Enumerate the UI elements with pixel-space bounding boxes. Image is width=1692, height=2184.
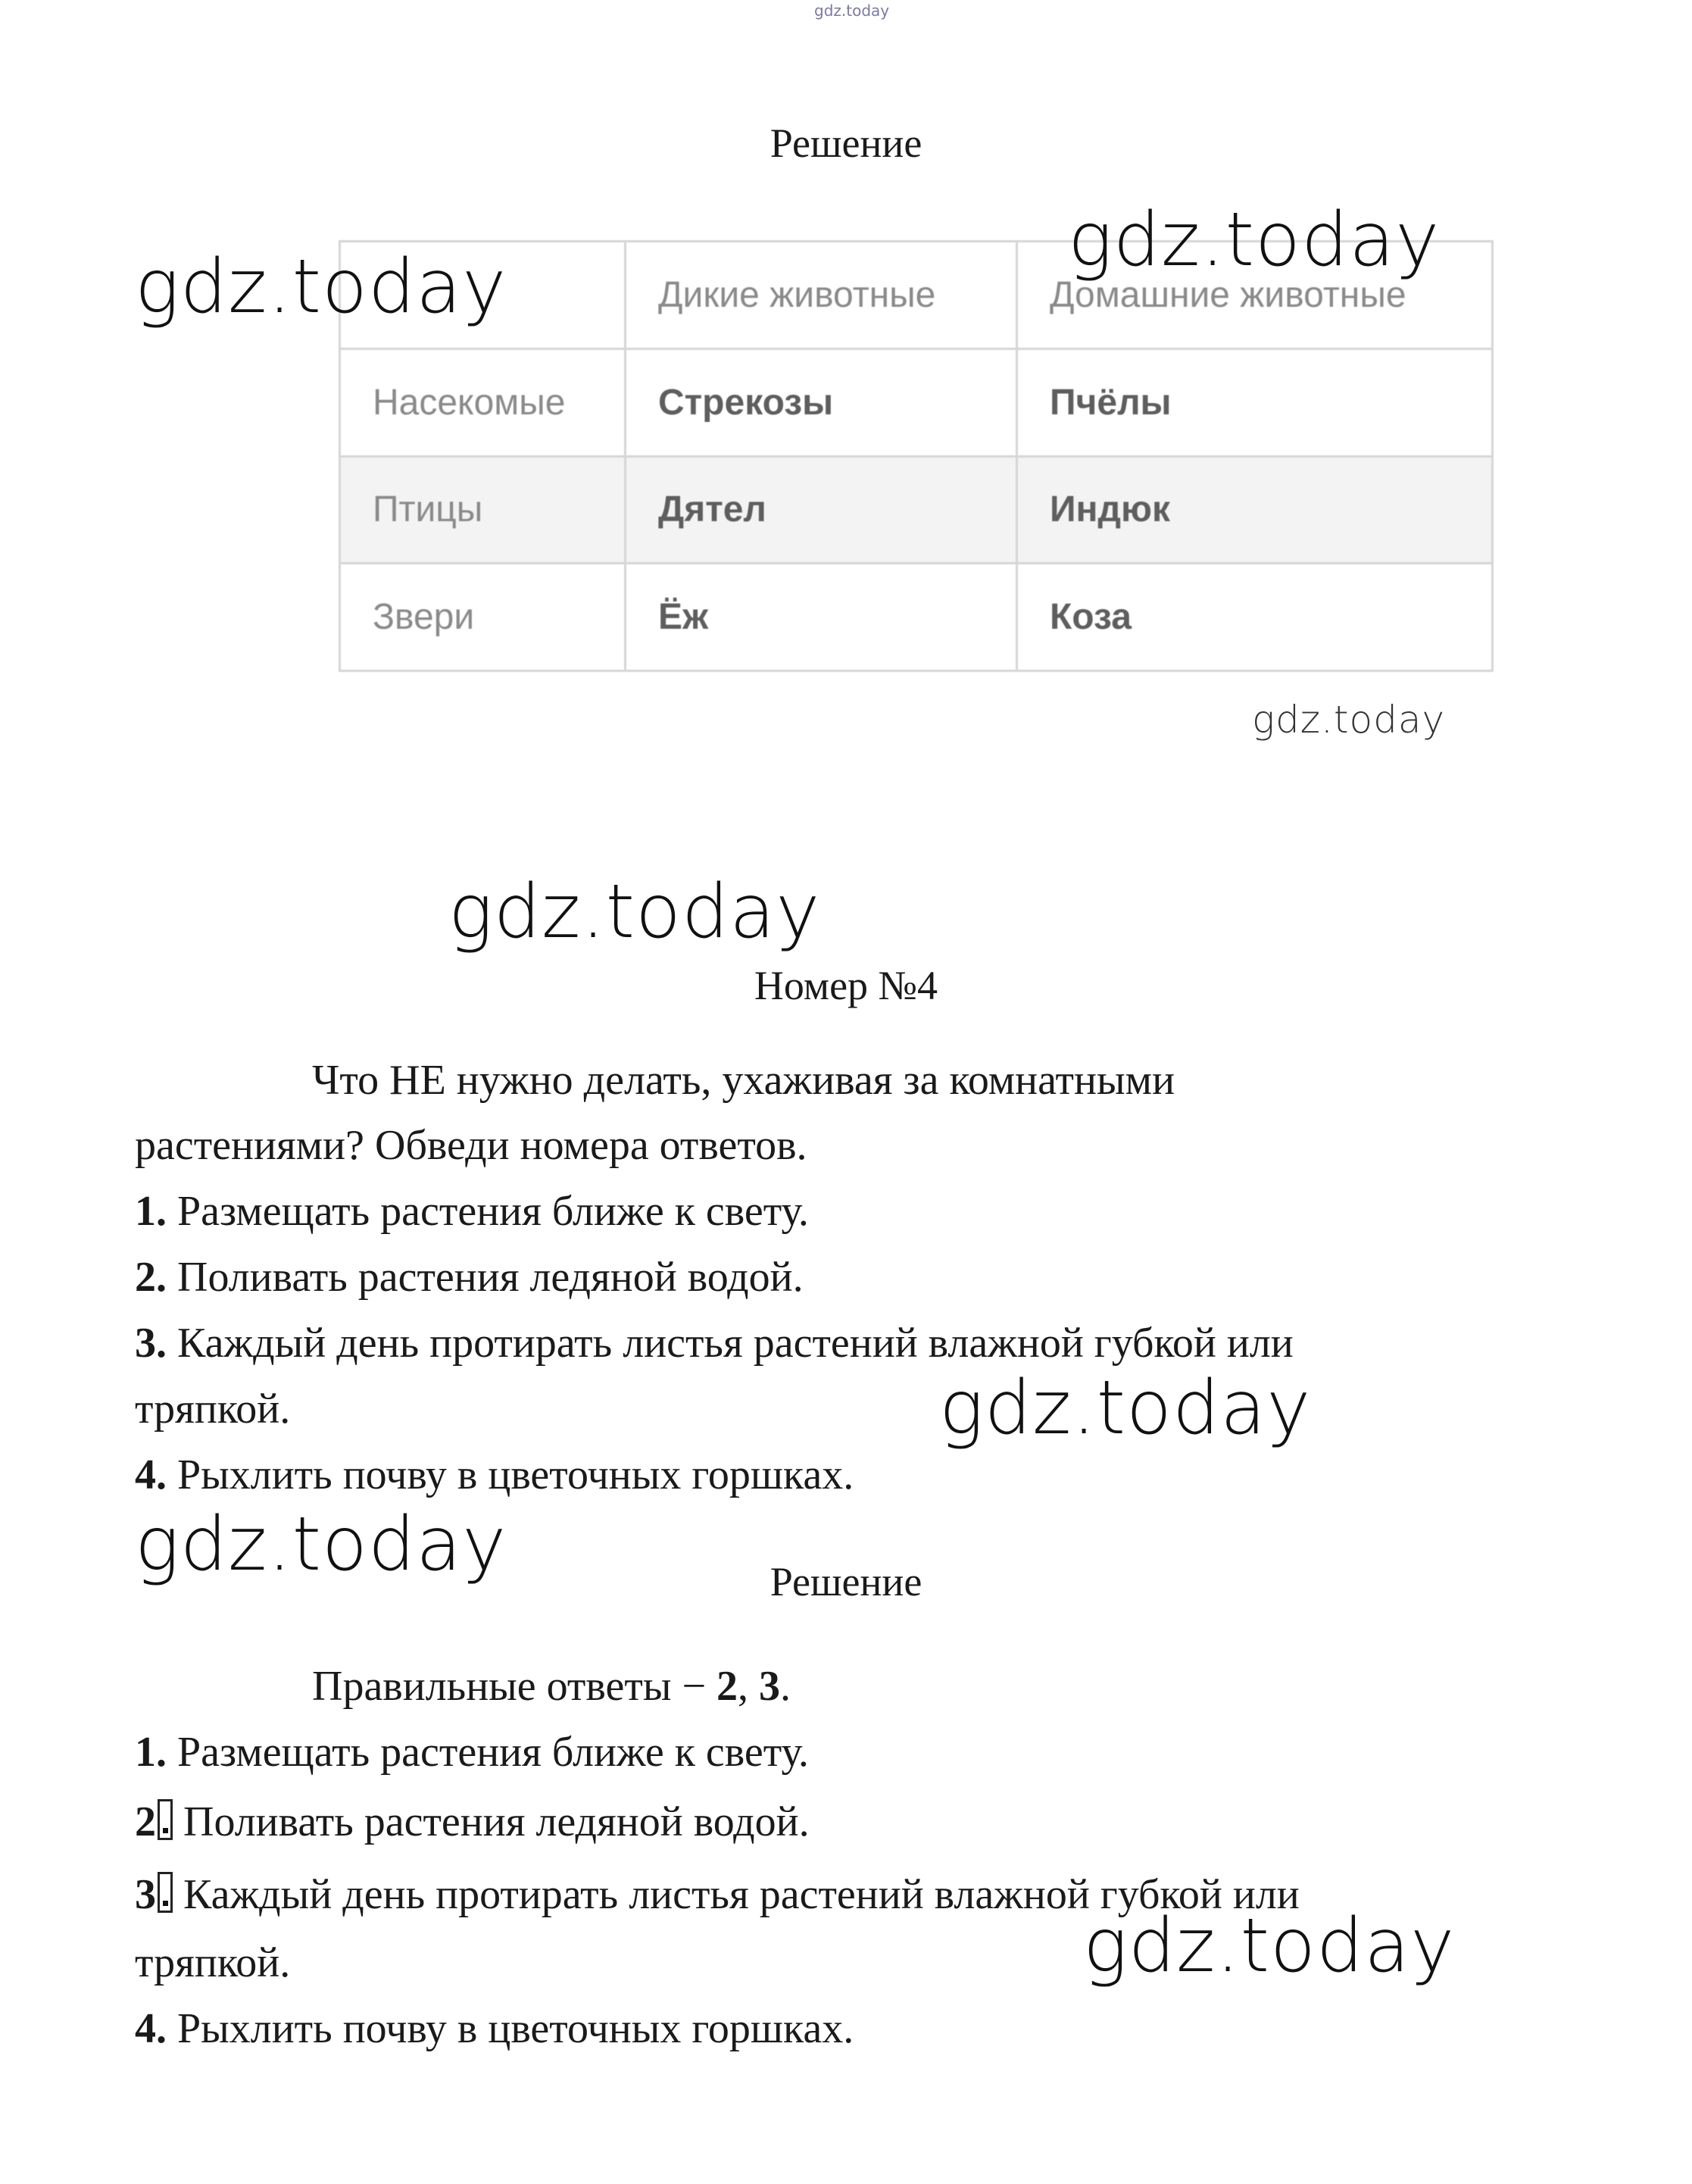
- circled-mark-icon: [158, 1799, 173, 1840]
- animals-table: [339, 240, 1494, 672]
- table-cell: Птицы: [340, 456, 626, 564]
- table-cell: Пчёлы: [1017, 348, 1493, 456]
- answer-number: 2: [716, 1663, 738, 1710]
- option-number: 2: [135, 1798, 156, 1845]
- watermark: gdz.today: [939, 1365, 1312, 1451]
- option-text: Поливать растения ледяной водой.: [173, 1798, 810, 1845]
- table-cell: Индюк: [1017, 456, 1493, 564]
- option-number: 1.: [135, 1188, 167, 1235]
- solution-option-2: [135, 1799, 810, 1843]
- solution-title: Решение: [770, 120, 922, 166]
- option-1: [135, 1190, 809, 1233]
- option-text: Рыхлить почву в цветочных горшках.: [167, 1451, 854, 1498]
- watermark: gdz.today: [135, 244, 507, 330]
- watermark: gdz.today: [448, 869, 821, 955]
- answer-line: [312, 1665, 791, 1708]
- answer-number: 3: [759, 1663, 781, 1710]
- answer-separator: ,: [738, 1663, 760, 1710]
- solution-option-1: [135, 1729, 809, 1776]
- option-text: Каждый день протирать листья растений влажной губкой или: [167, 1320, 1294, 1367]
- question-line-1: Что НЕ нужно делать, ухаживая за комнатными: [312, 1057, 1175, 1104]
- option-3: [135, 1320, 1294, 1367]
- solution-title-2: Решение: [770, 1559, 922, 1604]
- circled-mark-icon: [158, 1872, 173, 1913]
- table-cell: Звери: [340, 564, 626, 671]
- watermark: gdz.today: [1252, 698, 1446, 742]
- watermark: gdz.today: [1068, 197, 1441, 283]
- option-text: Рыхлить почву в цветочных горшках.: [167, 2005, 854, 2052]
- option-text: Поливать растения ледяной водой.: [167, 1254, 804, 1301]
- header-mark: gdz.today: [814, 2, 890, 20]
- option-number: 2.: [135, 1254, 167, 1301]
- table-cell: Коза: [1017, 564, 1493, 671]
- option-text: Размещать растения ближе к свету.: [167, 1188, 809, 1235]
- option-text: Каждый день протирать листья растений влажной губкой или: [173, 1871, 1300, 1918]
- solution-option-3-continued: [135, 1939, 291, 1986]
- watermark: gdz.today: [1083, 1903, 1456, 1989]
- question-line-2: растениями? Обведи номера ответов.: [135, 1122, 807, 1169]
- task-title: Номер №4: [754, 963, 938, 1008]
- table-header-cell: Домашние животные: [1017, 242, 1493, 349]
- option-4: [135, 1451, 854, 1498]
- option-number: 1.: [135, 1729, 167, 1776]
- option-text: тряпкой.: [135, 1939, 291, 1986]
- option-text: тряпкой.: [135, 1386, 291, 1433]
- table-cell: Стрекозы: [626, 348, 1017, 456]
- table-cell: Ёж: [626, 564, 1017, 671]
- table-row: [340, 564, 1493, 671]
- table-header-cell: Дикие животные: [626, 242, 1017, 349]
- option-number: 4.: [135, 2005, 167, 2052]
- option-number: 4.: [135, 1451, 167, 1498]
- solution-option-4: [135, 2007, 854, 2050]
- answer-end: .: [780, 1663, 791, 1710]
- watermark: gdz.today: [135, 1501, 507, 1588]
- answer-prefix: Правильные ответы −: [312, 1663, 717, 1710]
- option-text: Размещать растения ближе к свету.: [167, 1729, 809, 1776]
- option-2: [135, 1254, 804, 1301]
- animals-table-image: [339, 240, 1494, 672]
- option-number: 3: [135, 1871, 156, 1918]
- option-number: 3.: [135, 1320, 167, 1367]
- option-3-continued: [135, 1386, 291, 1433]
- table-cell: Насекомые: [340, 348, 626, 456]
- table-cell: Дятел: [626, 456, 1017, 564]
- table-row: [340, 348, 1493, 456]
- table-row: [340, 456, 1493, 564]
